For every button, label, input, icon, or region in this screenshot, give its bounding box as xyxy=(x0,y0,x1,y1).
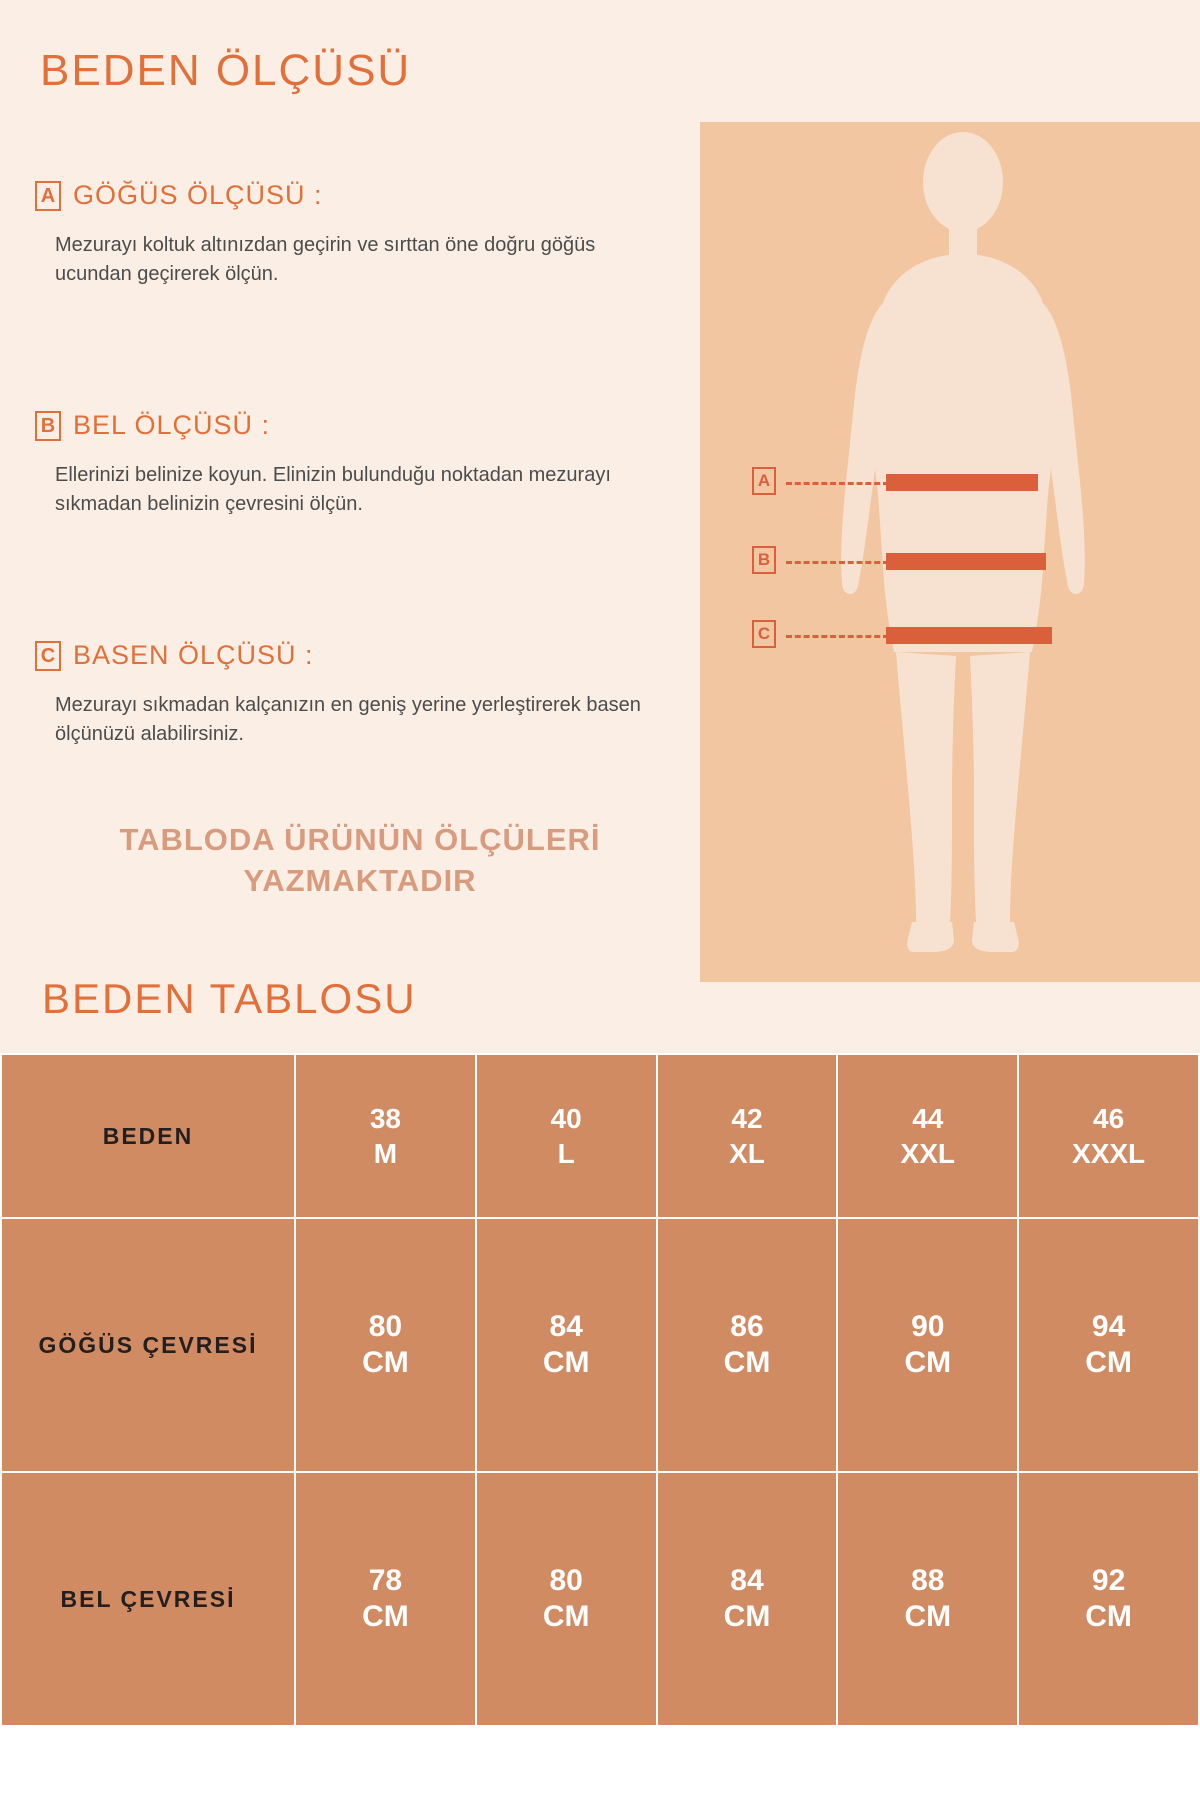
column-letter: XL xyxy=(729,1138,765,1169)
column-size: 44 xyxy=(912,1103,944,1134)
table-cell xyxy=(1018,1472,1199,1726)
section-body-b: Ellerinizi belinize koyun. Elinizin bulunduğu noktadan mezurayı sıkmadan belinizin çevresini ölçün. xyxy=(55,464,611,515)
leader-line-a xyxy=(786,482,986,485)
column-letter: XXL xyxy=(900,1138,956,1169)
column-size: 46 xyxy=(1093,1103,1125,1134)
section-header xyxy=(35,640,685,671)
cell-value: 94 xyxy=(1091,1310,1126,1343)
table-cell xyxy=(837,1472,1018,1726)
cell-unit: CM xyxy=(542,1600,590,1633)
leader-line-b xyxy=(786,561,986,564)
leader-line-c xyxy=(786,635,986,638)
row-label-bel-cevresi: BEL ÇEVRESİ xyxy=(1,1472,295,1726)
cell-value: 92 xyxy=(1091,1564,1126,1597)
cell-unit: CM xyxy=(904,1600,952,1633)
section-body-c: Mezurayı sıkmadan kalçanızın en geniş yerine yerleştirerek basen ölçünüzü alabilirsiniz. xyxy=(55,694,641,745)
section-header xyxy=(35,410,685,441)
section-title-a: GÖĞÜS ÖLÇÜSÜ : xyxy=(73,180,323,210)
size-table-title: BEDEN TABLOSU xyxy=(42,975,417,1022)
cell-value: 80 xyxy=(549,1564,583,1597)
cell-unit: CM xyxy=(904,1346,952,1379)
cell-value: 84 xyxy=(549,1310,583,1343)
section-bel-olcusu xyxy=(35,410,685,519)
cell-unit: CM xyxy=(362,1600,409,1633)
column-letter: XXXL xyxy=(1072,1138,1146,1169)
column-size: 38 xyxy=(369,1103,401,1134)
cell-value: 78 xyxy=(368,1564,403,1597)
column-letter: M xyxy=(373,1138,398,1169)
figure-marker-a: A xyxy=(752,467,776,495)
column-size: 40 xyxy=(550,1103,582,1134)
cell-unit: CM xyxy=(1085,1600,1132,1633)
size-table xyxy=(0,1053,1200,1727)
table-cell xyxy=(657,1218,838,1472)
table-cell xyxy=(295,1218,476,1472)
product-measurement-note: TABLODA ÜRÜNÜN ÖLÇÜLERİ YAZMAKTADIR xyxy=(119,822,601,898)
section-basen-olcusu xyxy=(35,640,685,749)
section-header xyxy=(35,180,685,211)
cell-value: 88 xyxy=(911,1564,945,1597)
body-figure-illustration xyxy=(700,122,1200,982)
column-size: 42 xyxy=(731,1103,763,1134)
table-cell xyxy=(1018,1218,1199,1472)
table-cell xyxy=(657,1472,838,1726)
figure-marker-c: C xyxy=(752,620,776,648)
section-body-a: Mezurayı koltuk altınızdan geçirin ve sırttan öne doğru göğüs ucundan geçirerek ölçün. xyxy=(55,234,596,285)
table-header-row xyxy=(1,1054,1199,1218)
letter-badge-c: C xyxy=(35,641,61,671)
section-gogus-olcusu xyxy=(35,180,685,289)
cell-value: 80 xyxy=(368,1310,403,1343)
table-row xyxy=(1,1218,1199,1472)
figure-marker-b: B xyxy=(752,546,776,574)
cell-value: 90 xyxy=(911,1310,945,1343)
cell-unit: CM xyxy=(542,1346,590,1379)
table-cell xyxy=(476,1218,657,1472)
cell-unit: CM xyxy=(362,1346,409,1379)
table-cell xyxy=(837,1218,1018,1472)
table-cell xyxy=(295,1472,476,1726)
table-row xyxy=(1,1472,1199,1726)
letter-badge-b: B xyxy=(35,411,61,441)
table-column-header xyxy=(295,1054,476,1218)
table-cell xyxy=(476,1472,657,1726)
table-corner-label: BEDEN xyxy=(1,1054,295,1218)
table-column-header xyxy=(657,1054,838,1218)
letter-badge-a: A xyxy=(35,181,61,211)
cell-value: 86 xyxy=(730,1310,764,1343)
table-column-header xyxy=(1018,1054,1199,1218)
table-column-header xyxy=(476,1054,657,1218)
cell-unit: CM xyxy=(723,1600,771,1633)
table-column-header xyxy=(837,1054,1018,1218)
column-letter: L xyxy=(557,1138,575,1169)
section-title-c: BASEN ÖLÇÜSÜ : xyxy=(73,640,314,670)
section-title-b: BEL ÖLÇÜSÜ : xyxy=(73,410,271,440)
cell-value: 84 xyxy=(730,1564,764,1597)
cell-unit: CM xyxy=(1085,1346,1132,1379)
page-title: BEDEN ÖLÇÜSÜ xyxy=(40,46,412,95)
row-label-gogus-cevresi: GÖĞÜS ÇEVRESİ xyxy=(1,1218,295,1472)
cell-unit: CM xyxy=(723,1346,771,1379)
